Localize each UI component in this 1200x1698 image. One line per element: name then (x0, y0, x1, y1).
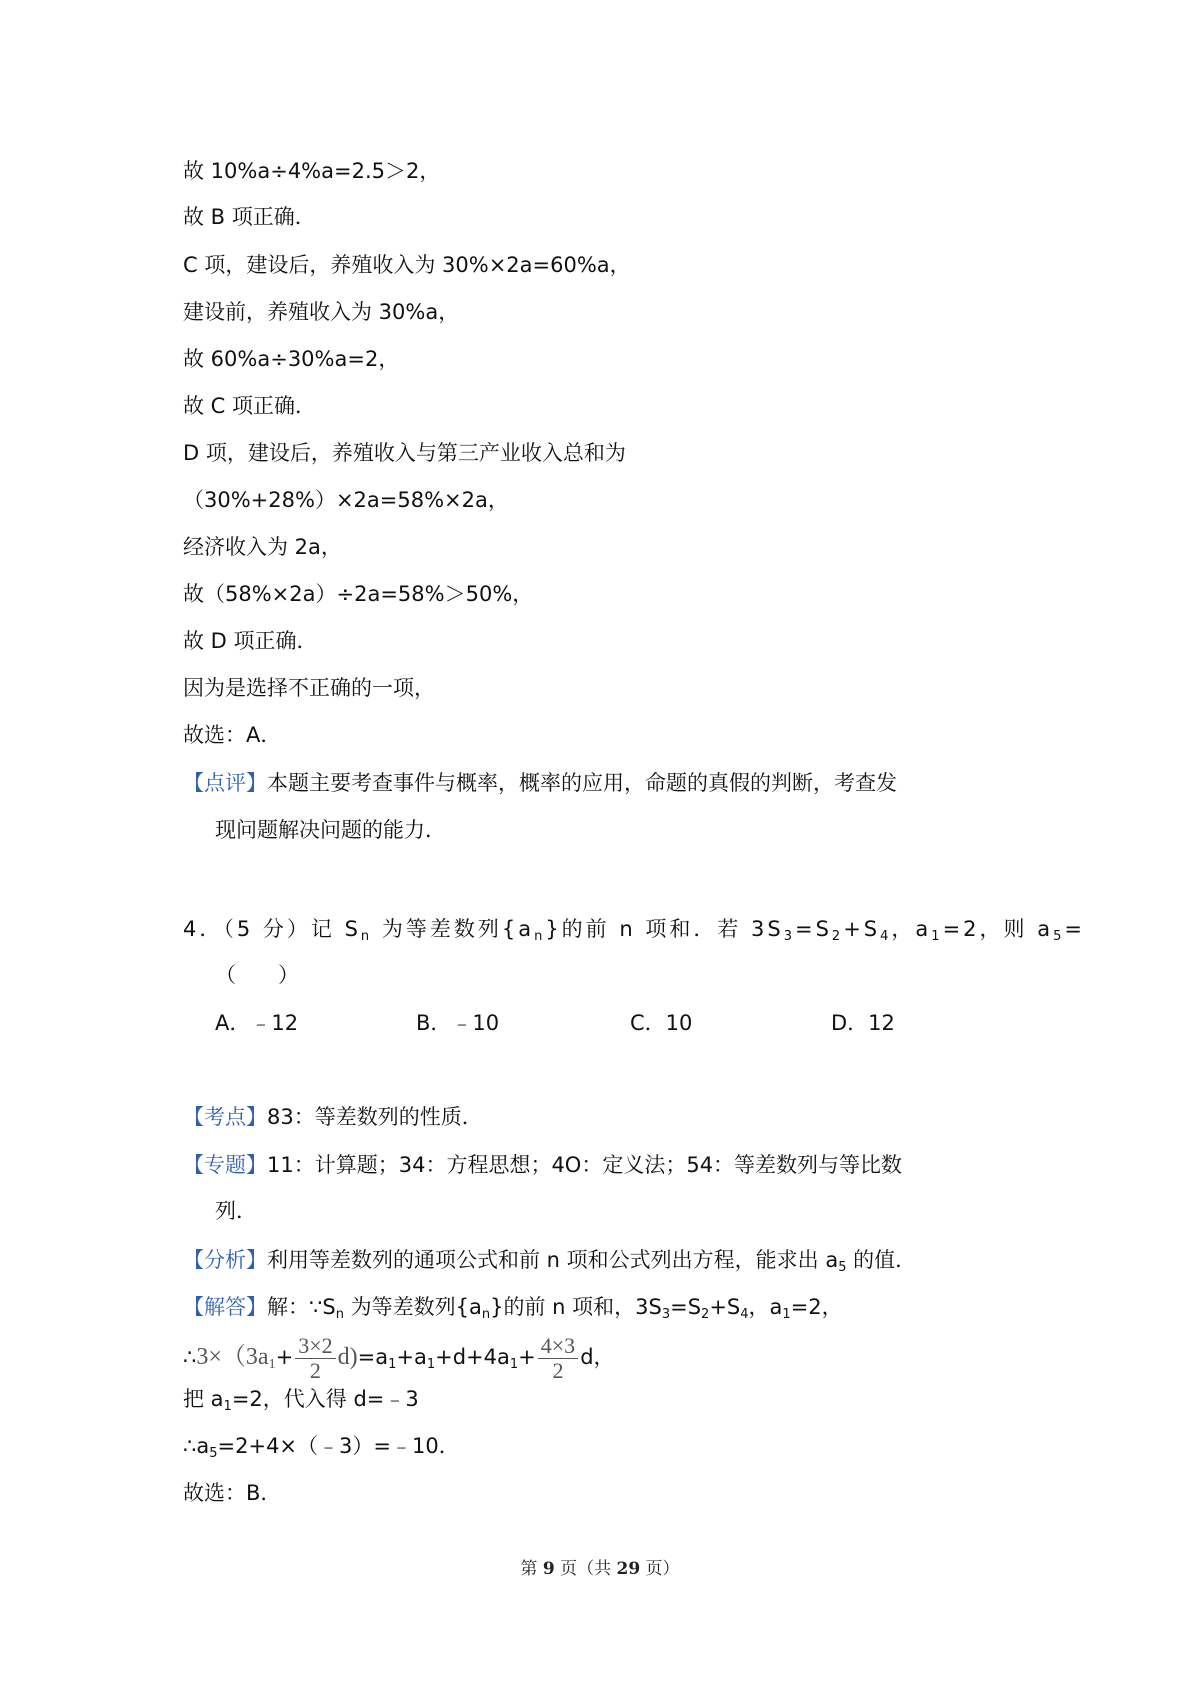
solution-line: 故 B 项正确． (183, 205, 316, 229)
fraction: $\frac{3\times 2}{2}$ (295, 1334, 335, 1383)
kaodian-tag: 【考点】 (183, 1105, 267, 1129)
solution-line: C 项，建设后，养殖收入为 30%×2a=60%a， (183, 253, 631, 277)
solution-line: 故 10%a÷4%a=2.5＞2， (183, 159, 441, 183)
question-4-paren: （ ） (215, 963, 299, 987)
solution-line: 故（58%×2a）÷2a=58%＞50%， (183, 582, 534, 606)
solution-line: 经济收入为 2a， (183, 535, 342, 559)
question-4-stem: 4．（5 分）记 $S_n$ 为等差数列$\{a_n\}$的前 n 项和．若 $3S_3=S_2+S_4$，$a_1=2$，则 $a_5=$ (183, 917, 1085, 944)
comment-line-2: 现问题解决问题的能力． (215, 818, 446, 842)
zhuanti-line-2: 列． (215, 1199, 257, 1223)
page-number: 9 (542, 1559, 555, 1579)
comment-line (183, 768, 897, 798)
solution-line: 故 D 项正确． (183, 629, 318, 653)
option-d: D．12 (831, 1011, 895, 1035)
jieda-tag: 【解答】 (183, 1295, 267, 1319)
final-answer: 故选：B． (183, 1481, 282, 1505)
page-footer: 第 9 页（共 29 页） (520, 1559, 680, 1579)
jieda-line: 【解答】解：$\because S_n$ 为等差数列$\{a_n\}$的前 n 项和，$3S_3=S_2+S_4$，$a_1=2$， (183, 1295, 843, 1322)
solution-line: D 项，建设后，养殖收入与第三产业收入总和为 (183, 441, 626, 465)
solution-line: 故 60%a÷30%a=2， (183, 347, 400, 371)
formula-line: $\therefore 3\times(3a_1+$ $\frac{3\times 2}{2}$ $d)=a_1+a_1+d+4a_1+$ $\frac{4\times 3}{2}$ d， (183, 1332, 615, 1383)
kaodian-line: 【考点】83：等差数列的性质． (183, 1105, 483, 1129)
substitution-line: 把 $a_1=2$，代入得 d=﹣3 (183, 1387, 419, 1414)
zhuanti-line: 【专题】11：计算题；34：方程思想；4O：定义法；54：等差数列与等比数 (183, 1153, 903, 1177)
solution-line: 建设前，养殖收入为 30%a， (183, 300, 460, 324)
fenxi-line: 【分析】利用等差数列的通项公式和前 n 项和公式列出方程，能求出 $a_5$ 的值． (183, 1248, 917, 1275)
comment-tag: 【点评】 (183, 771, 267, 795)
fraction: $\frac{4\times 3}{2}$ (538, 1334, 578, 1383)
solution-line: 因为是选择不正确的一项， (183, 676, 435, 700)
solution-line: 故 C 项正确． (183, 394, 317, 418)
option-b: B．﹣10 (416, 1011, 500, 1035)
result-line: $\therefore a_5=2+4\times(﹣3)=﹣10$． (183, 1434, 460, 1461)
option-a: A．﹣12 (215, 1011, 299, 1035)
comment-text: 本题主要考查事件与概率，概率的应用，命题的真假的判断，考查发 (267, 771, 897, 795)
zhuanti-tag: 【专题】 (183, 1153, 267, 1177)
option-c: C．10 (630, 1011, 693, 1035)
page-total: 29 (616, 1559, 641, 1579)
solution-line: （30%+28%）×2a=58%×2a， (183, 488, 509, 512)
fenxi-tag: 【分析】 (183, 1248, 267, 1272)
solution-line: 故选：A． (183, 723, 282, 747)
